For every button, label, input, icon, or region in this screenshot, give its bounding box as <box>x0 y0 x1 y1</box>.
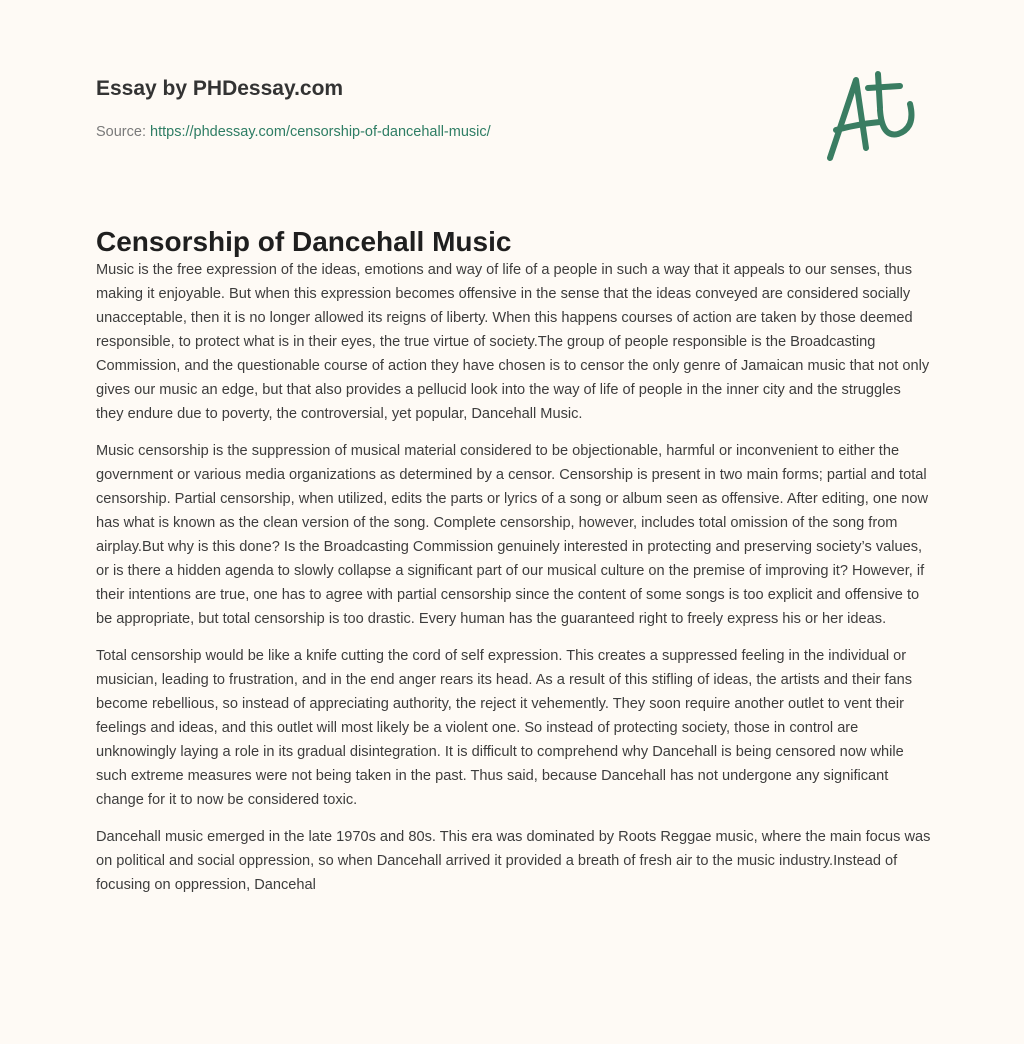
site-title: Essay by PHDessay.com <box>96 77 344 100</box>
paragraph: Music censorship is the suppression of musical material considered to be objectionable, harmful or inconvenient to either the government or various media organizations as determined by a censor. Censorship is present in two main forms; partial and total censorship. Partial censorship, when utilized, edits the parts or lyrics of a song or album seen as offensive. After editing, one now has what is known as the clean version of the song. Complete censorship, however, includes total omission of the song from airplay.But why is this done? Is the Broadcasting Commission genuinely interested in protecting and preserving society’s values, or is there a hidden agenda to slowly collapse a significant part of our musical culture on the premise of improving it? However, if their intentions are true, one has to agree with partial censorship since the content of some songs is too explicit and offensive to be appropriate, but total censorship is too drastic. Every human has the guaranteed right to freely express his or her ideas. <box>96 443 929 627</box>
article-body <box>96 258 932 910</box>
article-title: Censorship of Dancehall Music <box>96 226 512 257</box>
source-link[interactable]: https://phdessay.com/censorship-of-dancehall-music/ <box>150 124 491 140</box>
source-line <box>96 124 491 140</box>
source-label: Source: <box>96 124 146 140</box>
a-plus-logo-icon <box>818 68 928 168</box>
paragraph: Dancehall music emerged in the late 1970s and 80s. This era was dominated by Roots Reggae music, where the main focus was on political and social oppression, so when Dancehall arrived it provided a breath of fresh air to the music industry.Instead of focusing on oppression, Dancehal <box>96 829 931 893</box>
paragraph: Music is the free expression of the ideas, emotions and way of life of a people in such a way that it appeals to our senses, thus making it enjoyable. But when this expression becomes offensive in the sense that the ideas conveyed are considered socially unacceptable, then it is no longer allowed its reigns of liberty. When this happens courses of action are taken by those deemed responsible, to protect what is in their eyes, the true virtue of society.The group of people responsible is the Broadcasting Commission, and the questionable course of action they have chosen is to censor the only genre of Jamaican music that not only gives our music an edge, but that also provides a pellucid look into the way of life of people in the inner city and the struggles they endure due to poverty, the controversial, yet popular, Dancehall Music. <box>96 262 930 422</box>
paragraph: Total censorship would be like a knife cutting the cord of self expression. This creates a suppressed feeling in the individual or musician, leading to frustration, and in the end anger rears its head. As a result of this stifling of ideas, the artists and their fans become rebellious, so instead of appreciating authority, the reject it vehemently. They soon require another outlet to vent their feelings and ideas, and this outlet will most likely be a violent one. So instead of protecting society, those in control are unknowingly laying a role in its gradual disintegration. It is difficult to comprehend why Dancehall is being censored now while such extreme measures were not being taken in the past. Thus said, because Dancehall has not undergone any significant change for it to now be considered toxic. <box>96 648 913 808</box>
